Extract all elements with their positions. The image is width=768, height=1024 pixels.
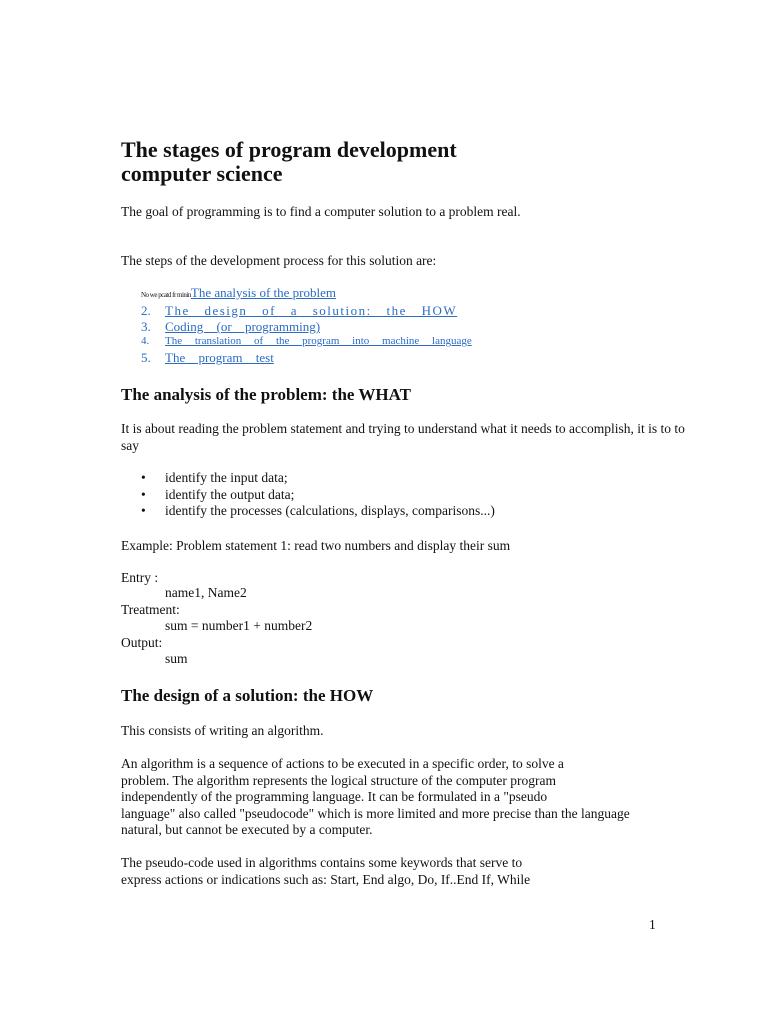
toc-item-4[interactable] <box>141 335 472 347</box>
toc-item-2[interactable] <box>141 303 457 319</box>
example-text: Example: Problem statement 1: read two numbers and display their sum <box>121 538 511 553</box>
toc-number: 5. <box>141 350 151 365</box>
treatment-label: Treatment: <box>121 602 180 617</box>
list-item <box>141 487 294 503</box>
toc-link-test[interactable]: The program test <box>165 350 274 365</box>
list-item-text: identify the processes (calculations, displays, comparisons...) <box>165 503 495 518</box>
toc-link-translation[interactable]: The translation of the program into machine language <box>165 335 472 347</box>
list-item <box>141 470 288 486</box>
toc-number: 3. <box>141 319 151 334</box>
design-paragraph-2-line: An algorithm is a sequence of actions to be executed in a specific order, to solve a <box>121 756 564 771</box>
intro-goal: The goal of programming is to find a computer solution to a problem real. <box>121 204 521 219</box>
list-item <box>141 503 495 519</box>
bullet-icon: • <box>141 503 146 518</box>
entry-value: name1, Name2 <box>165 585 247 600</box>
bullet-icon: • <box>141 487 146 502</box>
page-title: The stages of program development computer science <box>121 137 457 186</box>
toc-number: 2. <box>141 303 151 318</box>
design-paragraph-3-line: express actions or indications such as: Start, End algo, Do, If..End If, While <box>121 872 531 887</box>
output-label: Output: <box>121 635 163 650</box>
design-paragraph-3-line: The pseudo-code used in algorithms contains some keywords that serve to <box>121 855 523 870</box>
toc-item-3[interactable] <box>141 319 320 335</box>
design-paragraph-1: This consists of writing an algorithm. <box>121 723 324 738</box>
toc-item-1-prefix: No we pcatd fr minin <box>141 291 191 299</box>
intro-steps: The steps of the development process for this solution are: <box>121 253 437 268</box>
design-paragraph-2-line: natural, but cannot be executed by a computer. <box>121 822 373 837</box>
toc-link-coding[interactable]: Coding (or programming) <box>165 319 321 334</box>
output-value: sum <box>165 651 188 666</box>
toc-link-design[interactable]: The design of a solution: the HOW <box>165 303 458 318</box>
design-paragraph-2-line: problem. The algorithm represents the logical structure of the computer program <box>121 773 556 788</box>
toc-link-analysis[interactable]: The analysis of the problem <box>190 285 337 300</box>
treatment-value: sum = number1 + number2 <box>165 618 313 633</box>
analysis-paragraph: It is about reading the problem statement and trying to understand what it needs to accomplish, it is to to say <box>121 421 685 453</box>
bullet-icon: • <box>141 470 146 485</box>
section-heading-analysis: The analysis of the problem: the WHAT <box>121 385 411 404</box>
toc-item-5[interactable] <box>141 350 274 366</box>
toc-item-1[interactable] <box>141 285 336 301</box>
list-item-text: identify the output data; <box>165 487 295 502</box>
design-paragraph-2-line: language" also called "pseudocode" which is more limited and more precise than the language <box>121 806 630 821</box>
page-number: 1 <box>649 917 656 932</box>
section-heading-design: The design of a solution: the HOW <box>121 686 374 705</box>
toc-number: 4. <box>141 335 150 347</box>
entry-label: Entry : <box>121 570 159 585</box>
design-paragraph-2-line: independently of the programming language. It can be formulated in a "pseudo <box>121 789 548 804</box>
list-item-text: identify the input data; <box>165 470 288 485</box>
